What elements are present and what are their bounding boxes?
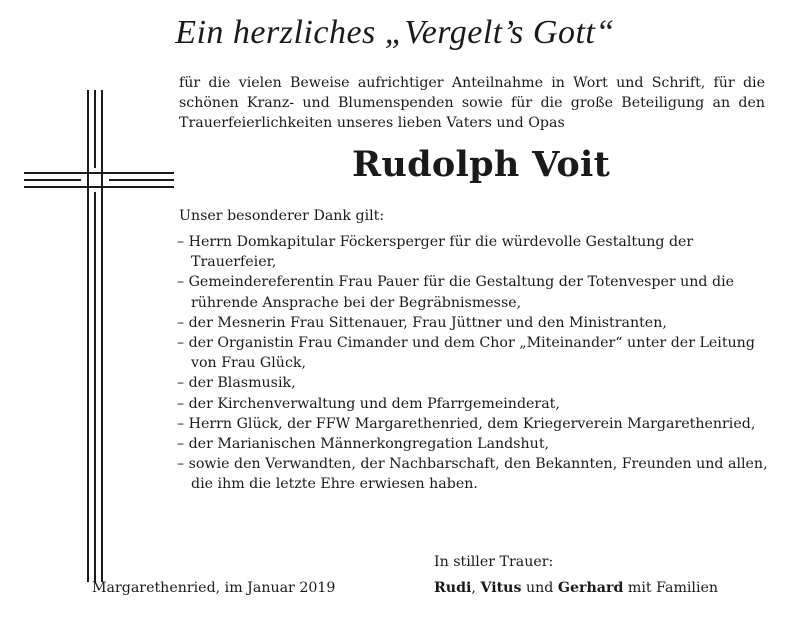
list-item: – Herrn Glück, der FFW Margarethenried, dem Kriegerverein Margarethenried, [177,415,756,432]
list-item: – der Blasmusik, [177,375,296,392]
list-item: – Gemeindereferentin Frau Pauer für die Gestaltung der Totenvesper und die rührende Ansprache bei der Begräbnismesse, [177,274,735,311]
list-item: – der Marianischen Männerkongregation Landshut, [177,436,550,453]
thanks-title: Unser besonderer Dank gilt: [179,208,385,224]
mourners-suffix: mit Familien [623,580,719,596]
list-item: – der Mesnerin Frau Sittenauer, Frau Jüttner und den Ministranten, [177,314,667,331]
mourner-name: Rudi [434,580,472,596]
cross-icon [24,90,174,582]
intro-text: für die vielen Beweise aufrichtiger Anteilnahme in Wort und Schrift, für die schönen Kranz- und Blumenspenden sowie für die große Beteiligung an den Trauerfeierlichkeiten unseres lieben Vaters und Opas [179,75,765,131]
mourning-label: In stiller Trauer: [434,554,554,570]
place-date: Margarethenried, im Januar 2019 [92,580,336,596]
mourner-name: Gerhard [557,580,624,596]
deceased-name: Rudolph Voit [351,144,611,185]
heading: Ein herzliches „Vergelt’s Gott“ [175,14,615,51]
mourners-line [434,580,718,596]
list-item: – der Kirchenverwaltung und dem Pfarrgemeinderat, [177,395,560,412]
list-item: – der Organistin Frau Cimander und dem Chor „Miteinander“ unter der Leitung von Frau Glück, [177,335,755,372]
mourner-separator: und [521,580,558,596]
thanks-list [177,232,777,495]
list-item: – sowie den Verwandten, der Nachbarschaft, den Bekannten, Freunden und allen, die ihm die letzte Ehre erwiesen haben. [177,456,768,493]
list-item: – Herrn Domkapitular Föckersperger für die würdevolle Gestaltung der Trauerfeier, [177,234,694,271]
mourner-separator: , [471,580,481,596]
mourner-name: Vitus [480,580,522,596]
